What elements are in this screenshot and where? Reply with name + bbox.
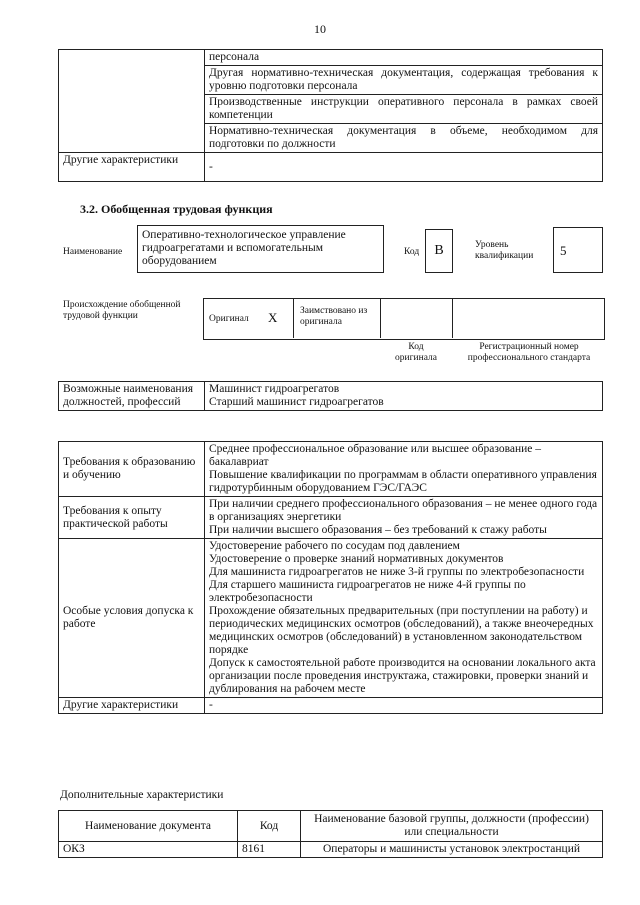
origin-frame: [203, 298, 605, 340]
special-line: Прохождение обязательных предварительных (при поступлении на работу) и периодических медицинских осмотров (обследований), а также внеочередных медицинских осмотров (обследований) в установленном законодательством порядке: [209, 605, 594, 656]
experience-line: При наличии высшего образования – без требований к стажу работы: [209, 524, 547, 536]
section-title: 3.2. Обобщенная трудовая функция: [80, 202, 273, 216]
origin-label: Происхождение обобщенной трудовой функции: [63, 300, 181, 321]
education-line: Повышение квалификации по программам в области оперативного управления гидротурбинным оборудованием ГЭС/ГАЭС: [209, 469, 597, 494]
original-mark: X: [268, 310, 278, 325]
special-line: Для машиниста гидроагрегатов не ниже 3-й группы по электробезопасности: [209, 566, 585, 578]
special-values: [205, 539, 603, 698]
education-line: Среднее профессиональное образование или высшее образование – бакалавриат: [209, 443, 542, 468]
education-label: Требования к образованию и обучению: [59, 442, 205, 497]
req-other-label: Другие характеристики: [59, 698, 205, 714]
special-line: Допуск к самостоятельной работе производится на основании локального акта организации после проведения инструктажа, стажировки, проверки знаний и дублирования на рабочем месте: [209, 657, 596, 695]
special-label: Особые условия допуска к работе: [59, 539, 205, 698]
positions-label: Возможные наименования должностей, профессий: [59, 382, 205, 411]
original-label: Оригинал: [209, 314, 249, 324]
position-item: Старший машинист гидроагрегатов: [209, 396, 384, 408]
additional-table: [58, 810, 603, 858]
experience-line: При наличии среднего профессионального образования – не менее одного года в организациях энергетики: [209, 498, 598, 523]
special-line: Удостоверение рабочего по сосудам под давлением: [209, 540, 460, 552]
name-value: Оперативно-технологическое управление гидроагрегатами и вспомогательным оборудованием: [137, 225, 384, 273]
level-label: Уровень квалификации: [475, 240, 534, 261]
additional-cell: Операторы и машинисты установок электростанций: [301, 842, 603, 858]
code-original-caption: Код оригинала: [395, 342, 437, 363]
additional-cell: ОКЗ: [59, 842, 238, 858]
code-value: B: [425, 229, 453, 273]
origin-divider: [380, 298, 381, 338]
experience-label: Требования к опыту практической работы: [59, 497, 205, 539]
top-other-value: -: [205, 153, 603, 182]
positions-table: [58, 381, 603, 411]
top-table-row: Другая нормативно-техническая документация, содержащая требования к уровню подготовки персонала: [205, 66, 603, 95]
top-other-label: Другие характеристики: [59, 153, 205, 182]
requirements-table: [58, 441, 603, 714]
additional-header: Наименование документа: [59, 811, 238, 842]
name-label: Наименование: [63, 247, 123, 257]
top-table-row: персонала: [205, 50, 603, 66]
origin-divider: [293, 298, 294, 338]
top-table: [58, 49, 603, 182]
level-value: 5: [553, 227, 603, 273]
borrowed-label: Заимствовано из оригинала: [300, 306, 368, 327]
top-table-row: Производственные инструкции оперативного персонала в рамках своей компетенции: [205, 95, 603, 124]
positions-values: [205, 382, 603, 411]
position-item: Машинист гидроагрегатов: [209, 383, 340, 395]
reg-number-caption: Регистрационный номер профессионального стандарта: [467, 342, 591, 363]
special-line: Для старшего машиниста гидроагрегатов не ниже 4-й группы по электробезопасности: [209, 579, 526, 604]
additional-cell: 8161: [238, 842, 301, 858]
education-values: [205, 442, 603, 497]
req-other-value: -: [205, 698, 603, 714]
top-table-row: Нормативно-техническая документация в объеме, необходимом для подготовки по должности: [205, 124, 603, 153]
special-line: Удостоверение о проверке знаний нормативных документов: [209, 553, 504, 565]
code-label: Код: [404, 247, 420, 257]
page-number: 10: [314, 22, 326, 36]
top-table-empty-cell: [59, 50, 205, 153]
experience-values: [205, 497, 603, 539]
additional-header: Код: [238, 811, 301, 842]
origin-divider: [452, 298, 453, 338]
additional-header: Наименование базовой группы, должности (профессии) или специальности: [301, 811, 603, 842]
additional-title: Дополнительные характеристики: [60, 789, 224, 801]
